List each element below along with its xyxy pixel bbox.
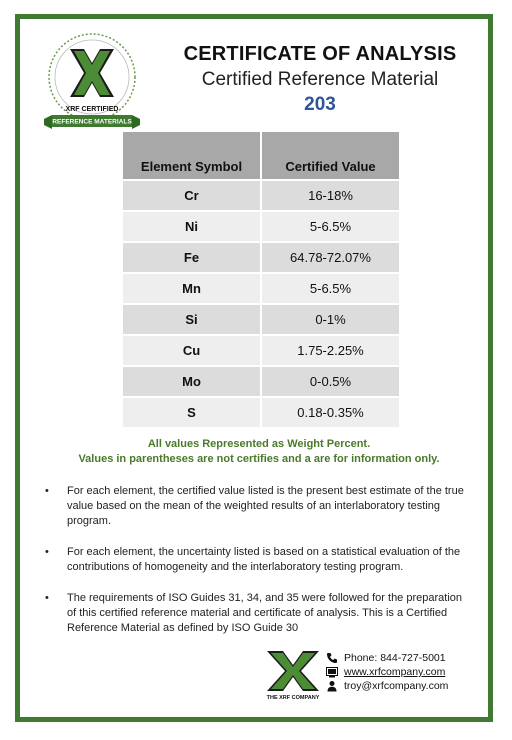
table-row (123, 180, 399, 211)
bullet-icon: • (45, 546, 49, 558)
email-text[interactable]: troy@xrfcompany.com (344, 680, 449, 692)
element-symbol-cell: Mn (123, 273, 261, 304)
website-icon (326, 666, 338, 678)
bullet-icon: • (45, 592, 49, 604)
company-logo-text: THE XRF COMPANY (266, 695, 320, 701)
table-row (123, 397, 399, 427)
website-link[interactable]: www.xrfcompany.com (344, 666, 446, 678)
page-subtitle: Certified Reference Material (201, 69, 439, 90)
certificate-frame (15, 14, 493, 722)
certified-value-cell: 0.18-0.35% (261, 397, 399, 427)
table-row (123, 273, 399, 304)
certified-value-cell: 0-1% (261, 304, 399, 335)
certified-value-cell: 64.78-72.07% (261, 242, 399, 273)
note-line-2: Values in parentheses are not certifies and a are for information only. (78, 453, 440, 465)
email-row (326, 679, 448, 693)
website-row (326, 665, 448, 679)
table-header-row (123, 132, 399, 180)
certified-value-cell: 5-6.5% (261, 211, 399, 242)
element-symbol-cell: Cr (123, 180, 261, 211)
table-row (123, 366, 399, 397)
bullet-icon: • (45, 485, 49, 497)
column-header-element-symbol: Element Symbol (123, 132, 261, 180)
table-row (123, 242, 399, 273)
table-row (123, 211, 399, 242)
element-symbol-cell: S (123, 397, 261, 427)
list-item (42, 591, 472, 636)
material-number: 203 (304, 94, 336, 115)
phone-icon (326, 652, 338, 664)
logo-badge-text: XRF CERTIFIED (65, 106, 119, 113)
certified-value-cell: 0-0.5% (261, 366, 399, 397)
xrf-certified-logo (40, 29, 148, 137)
certificate-header (170, 41, 470, 118)
phone-row (326, 651, 448, 665)
certified-value-cell: 1.75-2.25% (261, 335, 399, 366)
contact-info (326, 651, 448, 693)
list-item (42, 545, 472, 575)
element-symbol-cell: Fe (123, 242, 261, 273)
certified-value-cell: 16-18% (261, 180, 399, 211)
logo-banner-text: REFERENCE MATERIALS (52, 118, 132, 126)
list-item-text: For each element, the uncertainty listed is based on a statistical evaluation of the contributions of homogeneity and the interlaboratory testing program. (67, 546, 461, 573)
table-row (123, 335, 399, 366)
element-symbol-cell: Ni (123, 211, 261, 242)
certified-value-cell: 5-6.5% (261, 273, 399, 304)
person-icon (326, 680, 338, 692)
list-item-text: The requirements of ISO Guides 31, 34, and 35 were followed for the preparation of this certified reference material and certificate of analysis. This is a Certified Reference Material as defined by ISO Guide 30 (67, 592, 463, 634)
certified-values-table (123, 132, 399, 427)
element-symbol-cell: Si (123, 304, 261, 335)
notes-list (42, 484, 472, 652)
table-row (123, 304, 399, 335)
element-symbol-cell: Cu (123, 335, 261, 366)
list-item (42, 484, 472, 529)
list-item-text: For each element, the certified value listed is the present best estimate of the true value based on the mean of the weighted results of an interlaboratory testing program. (67, 485, 464, 527)
element-symbol-cell: Mo (123, 366, 261, 397)
phone-text: Phone: 844-727-5001 (344, 652, 446, 664)
xrf-company-logo (263, 649, 323, 701)
page-title: CERTIFICATE OF ANALYSIS (183, 43, 457, 65)
column-header-certified-value: Certified Value (261, 132, 399, 180)
weight-percent-note (50, 437, 468, 467)
note-line-1: All values Represented as Weight Percent. (147, 438, 371, 450)
